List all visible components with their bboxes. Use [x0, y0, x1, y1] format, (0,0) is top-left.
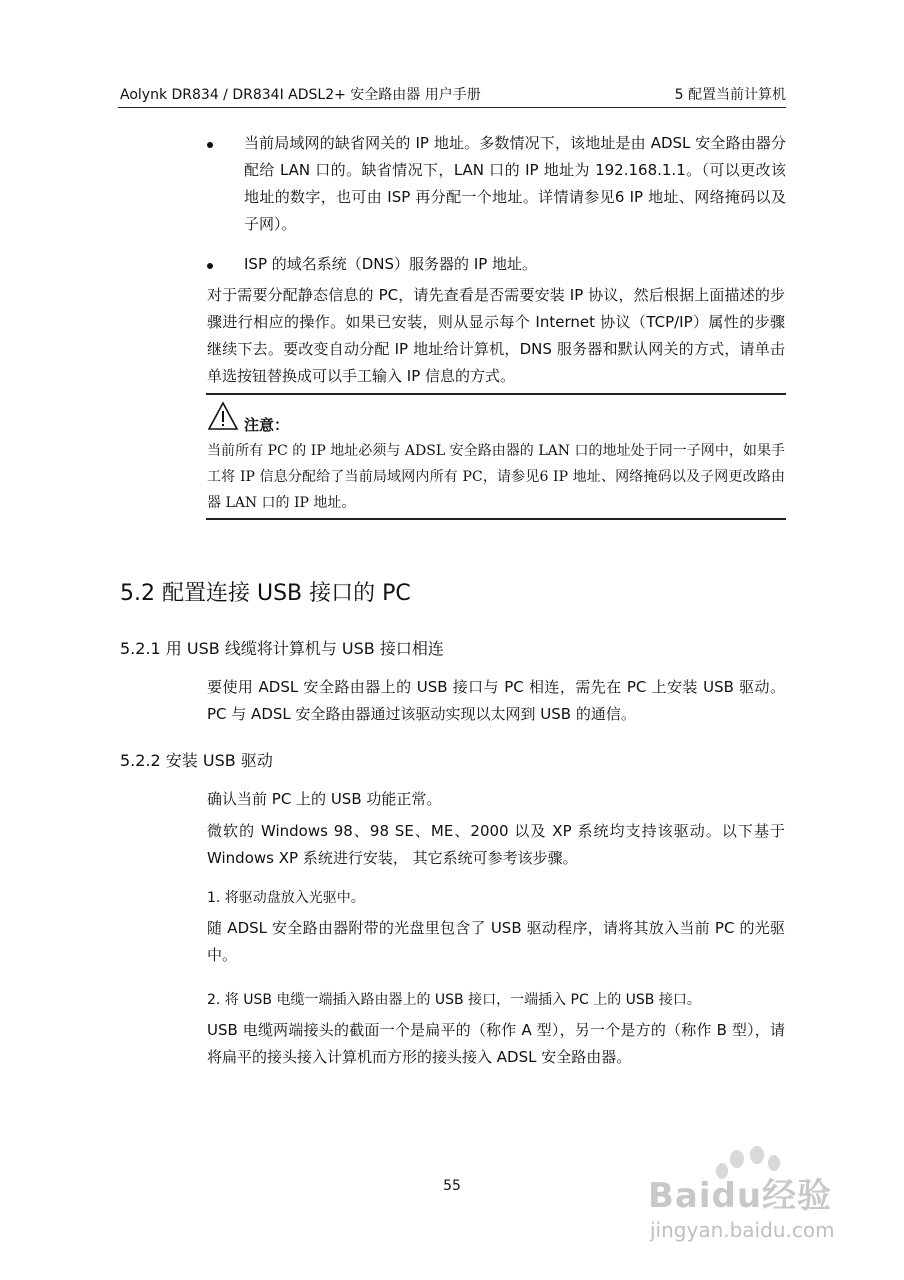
os-support-text: 微软的 Windows 98、98 SE、ME、2000 以及 XP 系统均支持该驱动。以下基于 Windows XP 系统进行安装， 其它系统可参考该步骤。 [207, 822, 785, 867]
step-2-title: 2. 将 USB 电缆一端插入路由器上的 USB 接口，一端插入 PC 上的 USB 接口。 [207, 992, 701, 1008]
header-title: Aolynk DR834 / DR834I ADSL2+ 安全路由器 用户手册 [120, 87, 481, 103]
subsection-heading-5-2-1: 5.2.1 用 USB 线缆将计算机与 USB 接口相连 [120, 639, 444, 658]
warning-triangle-icon [207, 401, 239, 431]
note-top-rule [206, 393, 786, 395]
header-chapter: 5 配置当前计算机 [674, 87, 786, 103]
step-2-text: USB 电缆两端接头的截面一个是扁平的（称作 A 型），另一个是方的（称作 B 型），请将扁平的接头接入计算机而方形的接头接入 ADSL 安全路由器。 [207, 1021, 785, 1066]
step-1-text: 随 ADSL 安全路由器附带的光盘里包含了 USB 驱动程序，请将其放入当前 PC 的光驱中。 [207, 919, 785, 964]
bullet-marker [207, 263, 213, 269]
watermark-logo: Baidu经验 [648, 1176, 833, 1216]
section-heading: 5.2 配置连接 USB 接口的 PC [120, 581, 411, 606]
page-number: 55 [443, 1178, 461, 1194]
header-divider [118, 107, 786, 108]
step-1-title: 1. 将驱动盘放入光驱中。 [207, 890, 365, 906]
note-body: 当前所有 PC 的 IP 地址必须与 ADSL 安全路由器的 LAN 口的地址处于同一子网中，如果手工将 IP 信息分配给了当前局域网内所有 PC，请参见6 IP 地址、网络掩码以及子网更改路由器 LAN 口的 IP 地址。 [207, 443, 785, 511]
watermark-url: jingyan.baidu.com [650, 1218, 835, 1242]
intro-paragraph: 对于需要分配静态信息的 PC，请先查看是否需要安装 IP 协议，然后根据上面描述的步骤进行相应的操作。如果已安装，则从显示每个 Internet 协议（TCP/IP）属性的步骤继续下去。要改变自动分配 IP 地址给计算机，DNS 服务器和默认网关的方式，请单击单选按钮替换成可以手工输入 IP 信息的方式。 [207, 286, 785, 385]
subsection-heading-5-2-2: 5.2.2 安装 USB 驱动 [120, 751, 273, 770]
note-title: 注意： [244, 416, 290, 434]
bullet-dns: ISP 的域名系统（DNS）服务器的 IP 地址。 [244, 255, 538, 273]
note-bottom-rule [206, 518, 786, 520]
usb-check-text: 确认当前 PC 上的 USB 功能正常。 [207, 790, 442, 808]
subsection-5-2-1-text: 要使用 ADSL 安全路由器上的 USB 接口与 PC 相连，需先在 PC 上安装 USB 驱动。PC 与 ADSL 安全路由器通过该驱动实现以太网到 USB 的通信。 [207, 678, 785, 723]
bullet-gateway: 当前局域网的缺省网关的 IP 地址。多数情况下，该地址是由 ADSL 安全路由器分配给 LAN 口的。缺省情况下，LAN 口的 IP 地址为 192.168.1.1。（可以更改该地址的数字，也可由 ISP 再分配一个地址。详情请参见6 IP 地址、网络掩码以及子网）。 [244, 134, 786, 233]
bullet-marker [207, 142, 213, 148]
